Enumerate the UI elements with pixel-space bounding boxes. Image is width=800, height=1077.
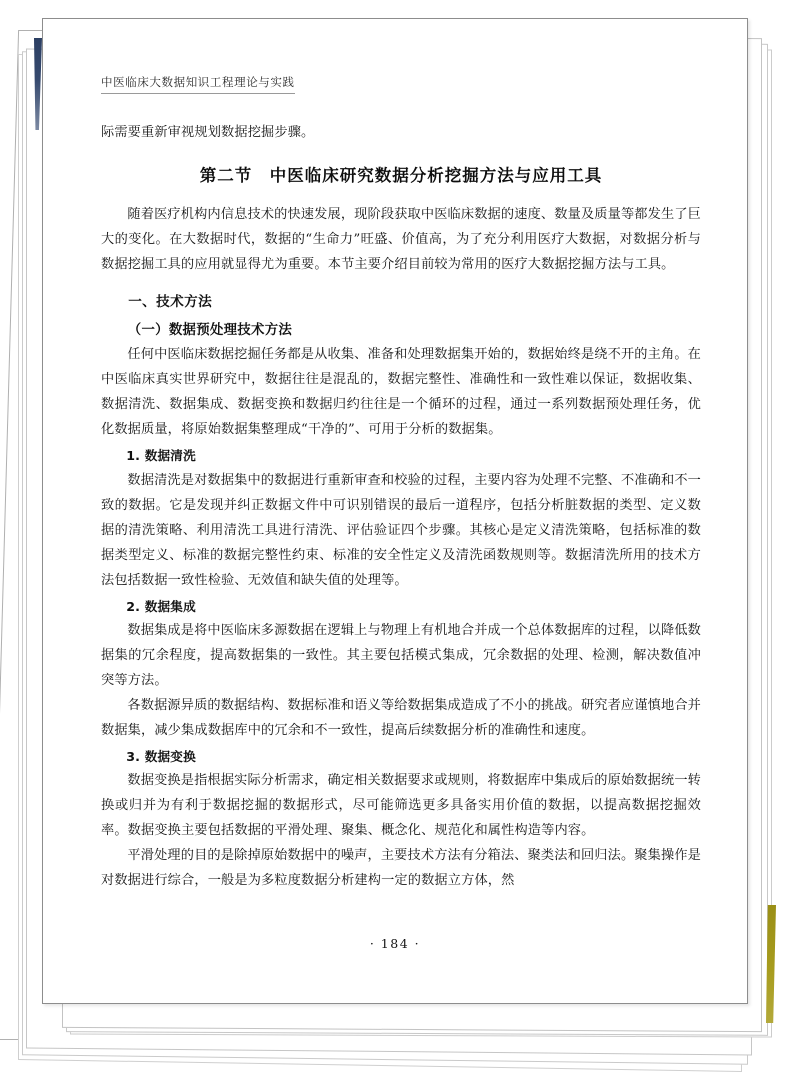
intro-paragraph: 随着医疗机构内信息技术的快速发展，现阶段获取中医临床数据的速度、数量及质量等都发生了巨大的变化。在大数据时代，数据的“生命力”旺盛、价值高，为了充分利用医疗大数据，对数据分析与数据挖掘工具的应用就显得尤为重要。本节主要介绍目前较为常用的医疗大数据挖掘方法与工具。 (101, 207, 701, 273)
subsection-paragraph-2-1: 数据集成是将中医临床多源数据在逻辑上与物理上有机地合并成一个总体数据库的过程，以降低数据集的冗余程度，提高数据集的一致性。其主要包括模式集成，冗余数据的处理、检测，解决数值冲突等方法。 (101, 622, 701, 688)
page-number: · 184 · (369, 936, 421, 951)
preprocess-paragraph: 任何中医临床数据挖掘任务都是从收集、准备和处理数据集开始的，数据始终是绕不开的主角。在中医临床真实世界研究中，数据往往是混乱的，数据完整性、准确性和一致性难以保证，数据收集、数据清洗、数据集成、数据变换和数据归约往往是一个循环的过程，通过一系列数据预处理任务，优化数据质量，将原始数据集整理成“干净的”、可用于分析的数据集。 (101, 347, 701, 438)
subsection-heading-2: 2. 数据集成 (126, 598, 196, 614)
subsection-paragraph-1-1: 数据清洗是对数据集中的数据进行重新审查和校验的过程，主要内容为处理不完整、不准确和不一致的数据。它是发现并纠正数据文件中可识别错误的最后一道程序，包括分析脏数据的类型、定义数据的清洗策略、利用清洗工具进行清洗、评估验证四个步骤。其核心是定义清洗策略，包括标准的数据类型定义、标准的数据完整性约束、标准的安全性定义及清洗函数规则等。数据清洗所用的技术方法包括数据一致性检验、无效值和缺失值的处理等。 (101, 472, 701, 588)
page-content-area (43, 19, 747, 1003)
subsection-heading-3: 3. 数据变换 (126, 748, 196, 764)
continued-paragraph: 际需要重新审视规划数据挖掘步骤。 (101, 124, 315, 140)
subsection-paragraph-3-2: 平滑处理的目的是除掉原始数据中的噪声，主要技术方法有分箱法、聚类法和回归法。聚集操作是对数据进行综合，一般是为多粒度数据分析建构一定的数据立方体，然 (101, 847, 701, 888)
subsection-paragraph-3-1: 数据变换是指根据实际分析需求，确定相关数据要求或规则，将数据库中集成后的原始数据统一转换或归并为有利于数据挖掘的数据形式，尽可能筛选更多具备实用价值的数据，以提高数据挖掘效率。数据变换主要包括数据的平滑处理、聚集、概念化、规范化和属性构造等内容。 (101, 772, 701, 838)
subsection-paragraph-2-2: 各数据源异质的数据结构、数据标准和语义等给数据集成造成了不小的挑战。研究者应谨慎地合并数据集，减少集成数据库中的冗余和不一致性，提高后续数据分析的准确性和速度。 (101, 697, 701, 738)
subsection-heading-1: 1. 数据清洗 (126, 448, 196, 464)
running-head: 中医临床大数据知识工程理论与实践 (101, 76, 295, 94)
heading-level-2: （一）数据预处理技术方法 (127, 322, 293, 339)
section-title: 第二节 中医临床研究数据分析挖掘方法与应用工具 (199, 165, 603, 185)
front-page (42, 18, 748, 1004)
heading-level-1: 一、技术方法 (128, 294, 213, 311)
